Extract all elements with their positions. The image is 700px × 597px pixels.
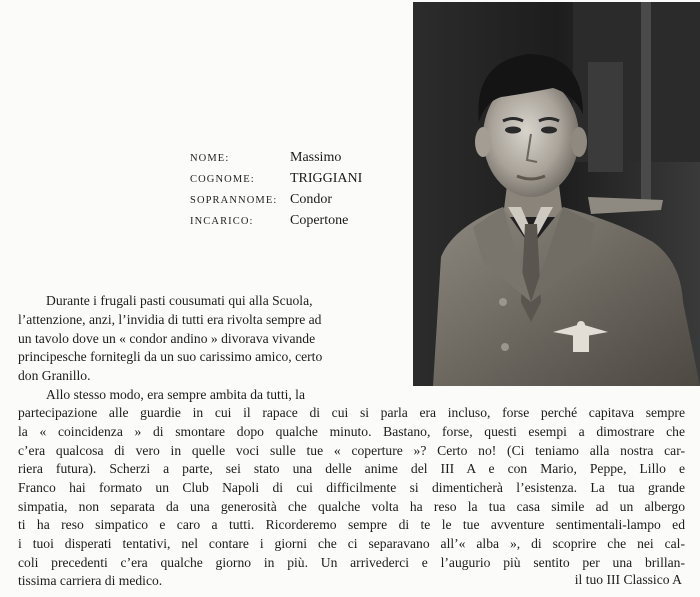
text-line: Franco hai formato un Club Napoli di cui difficilmente si dimenticherà l’esistenza. La tua grande — [18, 480, 685, 495]
text-line: c’era qualcosa di vero in quelle voci sulle tue « coperture »? Certo no! (Ci teniamo alla nostra car- — [18, 443, 685, 458]
text-line: un tavolo dove un « condor andino » divorava vivande — [18, 331, 316, 346]
signature: il tuo III Classico A — [574, 572, 682, 587]
text-line: i tuoi disperati tentativi, nel contare i giorni che ci separavano all’« alba », di scoprire che nei cal- — [18, 536, 685, 551]
text-line: l’attenzione, anzi, l’invidia di tutti era rivolta sempre ad — [18, 312, 322, 327]
soprannome-value: Condor — [290, 192, 332, 207]
text-line: partecipazione alle guardie in cui il rapace di cui si parla era incluso, forse perché capitava sempre — [18, 405, 685, 420]
incarico-label: INCARICO: — [190, 216, 254, 227]
text-line: coli precedenti c’era qualche giorno in più. Un arrivederci e l’augurio più sentito per una brillan- — [18, 555, 685, 570]
text-line: Allo stesso modo, era sempre ambita da tutti, la — [46, 387, 305, 402]
soprannome-label: SOPRANNOME: — [190, 195, 278, 206]
text-line: principesche fornitegli da un suo carissimo amico, certo — [18, 349, 323, 364]
text-line: tissima carriera di medico. — [18, 573, 163, 588]
incarico-value: Copertone — [290, 213, 349, 228]
nome-label: NOME: — [190, 153, 230, 164]
text-line: ti ha reso simpatico e caro a tutti. Ricorderemo sempre di te le tue avventure sentimentali-lampo ed — [18, 517, 685, 532]
text-line: don Granillo. — [18, 368, 91, 383]
text-line: la « coincidenza » di smontare dopo qualche minuto. Bastano, forse, questi esempi a dimostrare che — [18, 424, 685, 439]
cognome-value: TRIGGIANI — [290, 171, 363, 186]
text-line: simpatia, non separata da una generosità che qualche volta ha reso la tua casa simile ad un albergo — [18, 499, 685, 514]
text-line: Durante i frugali pasti cousumati qui alla Scuola, — [46, 293, 313, 308]
portrait-photo — [413, 2, 700, 386]
nome-value: Massimo — [290, 150, 342, 165]
cognome-label: COGNOME: — [190, 174, 255, 185]
text-line: riera futura). Scherzi a parte, sei stato una delle anime del III A e con Mario, Peppe, Lillo e — [18, 461, 685, 476]
